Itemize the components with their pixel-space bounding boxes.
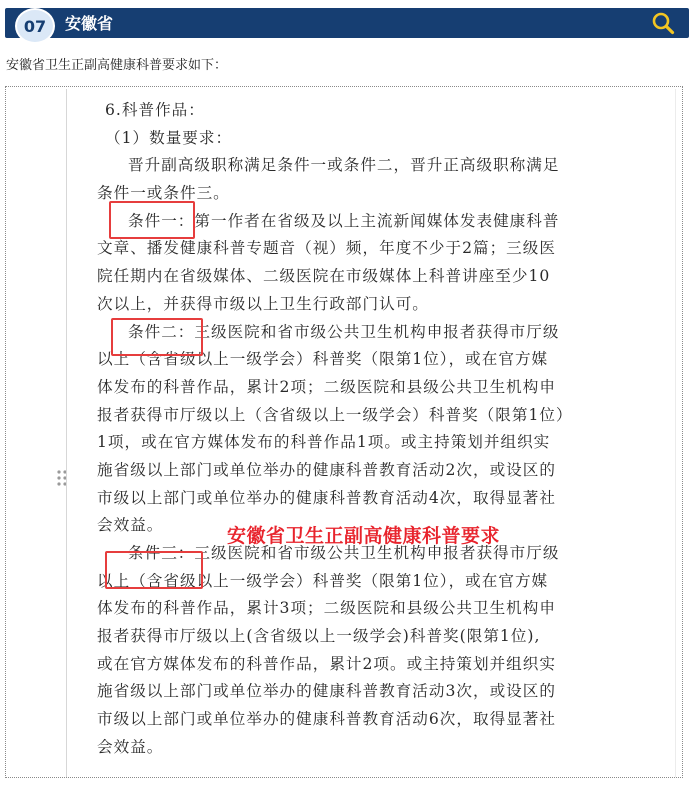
doc-line: 文章、播发健康科普专题音（视）频，年度不少于2篇；三级医 [97, 239, 556, 258]
doc-line: 院任期内在省级媒体、二级医院在市级媒体上科普讲座至少10 [97, 267, 551, 286]
doc-line: 市级以上部门或单位举办的健康科普教育活动4次，取得显著社 [97, 488, 556, 507]
doc-line: 报者获得市厅级以上（含省级以上一级学会）科普奖（限第1位） [97, 405, 573, 424]
doc-line: 1项，或在官方媒体发布的科普作品1项。或主持策划并组织实 [97, 433, 551, 452]
doc-line: 市级以上部门或单位举办的健康科普教育活动6次，取得显著社 [97, 710, 556, 729]
search-icon [651, 11, 675, 35]
condition-one-highlight [109, 201, 195, 239]
doc-line: （1）数量要求： [105, 128, 233, 147]
doc-line: 以上（含省级以上一级学会）科普奖（限第1位），或在官方媒 [97, 350, 549, 369]
condition-three-highlight [105, 551, 203, 589]
doc-line: 次以上，并获得市级以上卫生行政部门认可。 [97, 294, 429, 313]
doc-line: 条件三：三级医院和省市级公共卫生机构申报者获得市厅级 [128, 544, 560, 562]
search-button[interactable] [651, 11, 675, 35]
image-frame [5, 86, 683, 778]
doc-line: 体发布的科普作品，累计2项；二级医院和县级公共卫生机构申 [97, 377, 556, 396]
doc-line: 会效益。 [97, 516, 164, 535]
section-number-badge: 07 [15, 8, 55, 44]
doc-line: 以上（含省级以上一级学会）科普奖（限第1位），或在官方媒 [97, 571, 549, 590]
doc-line: 条件一或条件三。 [97, 184, 230, 203]
doc-line: 6.科普作品： [105, 101, 205, 119]
doc-line: 条件二：三级医院和省市级公共卫生机构申报者获得市厅级 [128, 322, 560, 341]
intro-text: 安徽省卫生正副高健康科普要求如下： [6, 58, 228, 73]
annotation-label: 安徽省卫生正副高健康科普要求 [227, 525, 501, 547]
doc-line: 施省级以上部门或单位举办的健康科普教育活动3次，或设区的 [97, 682, 556, 701]
doc-line: 条件一：第一作者在省级及以上主流新闻媒体发表健康科普 [128, 211, 560, 230]
doc-line: 晋升副高级职称满足条件一或条件二，晋升正高级职称满足 [128, 156, 560, 175]
doc-line: 报者获得市厅级以上(含省级以上一级学会)科普奖(限第1位), [97, 627, 541, 646]
section-header-bar [5, 8, 689, 38]
doc-line: 体发布的科普作品，累计3项；二级医院和县级公共卫生机构申 [97, 599, 556, 618]
condition-two-highlight [111, 318, 203, 356]
section-title: 安徽省 [65, 14, 114, 33]
document-text [97, 97, 672, 762]
document-image [66, 89, 676, 777]
doc-line: 会效益。 [97, 737, 164, 756]
doc-line: 施省级以上部门或单位举办的健康科普教育活动2次，或设区的 [97, 460, 556, 479]
doc-line: 或在官方媒体发布的科普作品，累计2项。或主持策划并组织实 [97, 654, 556, 673]
